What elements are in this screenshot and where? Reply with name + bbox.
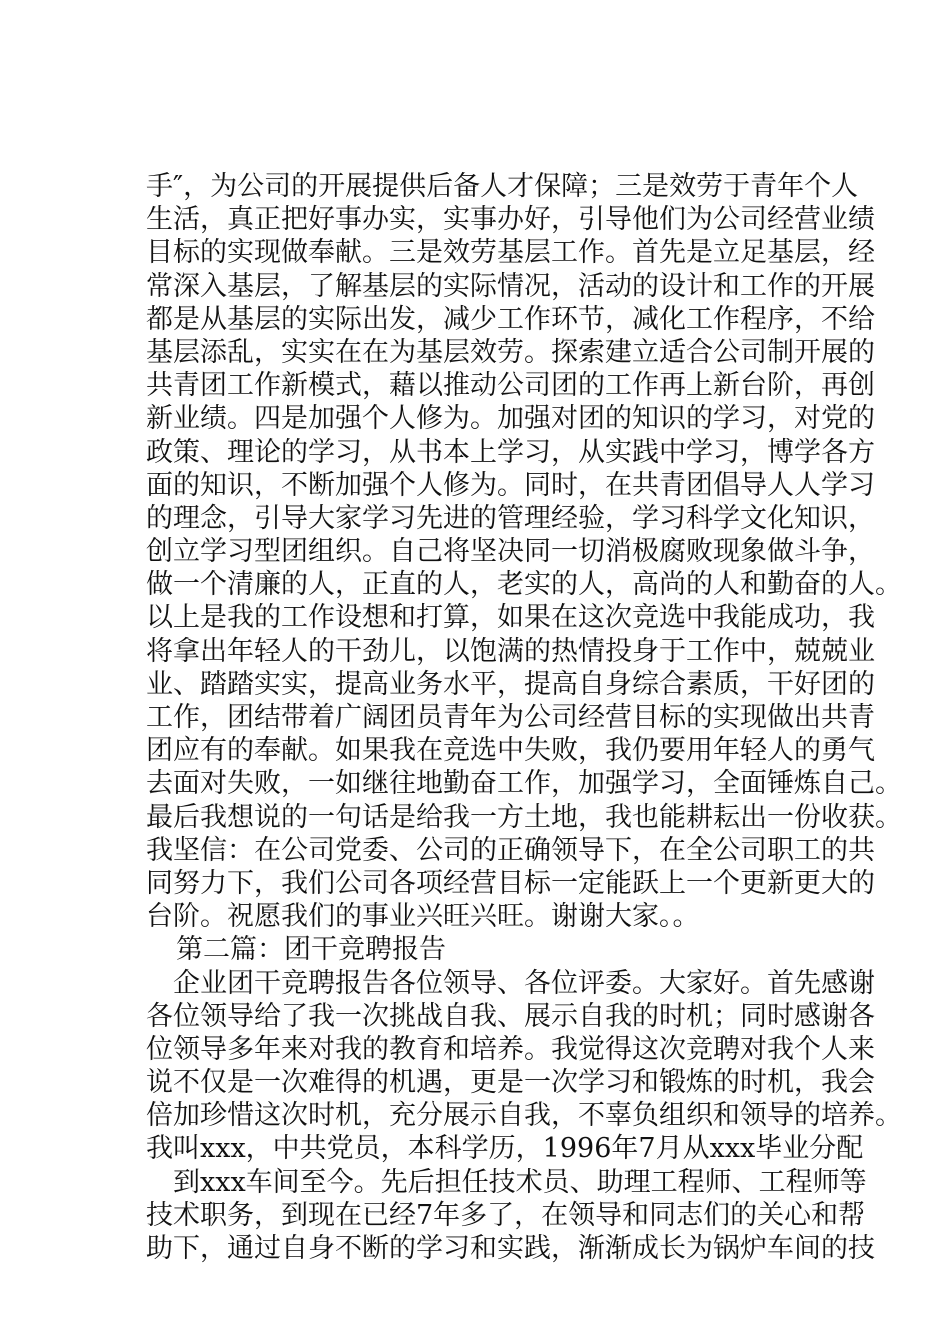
text-line: 技术职务，到现在已经7年多了，在领导和同志们的关心和帮 bbox=[146, 1199, 866, 1231]
text-line: 到xxx车间至今。先后担任技术员、助理工程师、工程师等 bbox=[173, 1166, 867, 1198]
text-line: 手″，为公司的开展提供后备人才保障；三是效劳于青年个人 bbox=[146, 171, 859, 202]
text-line: 目标的实现做奉献。三是效劳基层工作。首先是立足基层，经 bbox=[146, 237, 875, 269]
text-line: 我叫xxx，中共党员，本科学历，1996年7月从xxx毕业分配 bbox=[146, 1133, 864, 1165]
text-line: 共青团工作新模式，藉以推动公司团的工作再上新台阶，再创 bbox=[146, 370, 875, 402]
text-line: 最后我想说的一句话是给我一方土地，我也能耕耘出一份收获。 bbox=[146, 801, 902, 833]
text-line: 位领导多年来对我的教育和培养。我觉得这次竞聘对我个人来 bbox=[146, 1033, 875, 1065]
text-line: 以上是我的工作设想和打算，如果在这次竞选中我能成功，我 bbox=[146, 602, 875, 634]
text-line: 工作，团结带着广阔团员青年为公司经营目标的实现做出共青 bbox=[146, 702, 875, 733]
text-line: 做一个清廉的人，正直的人，老实的人，高尚的人和勤奋的人。 bbox=[146, 569, 902, 601]
text-line: 各位领导给了我一次挑战自我、展示自我的时机；同时感谢各 bbox=[146, 1000, 875, 1032]
text-line: 面的知识，不断加强个人修为。同时，在共青团倡导人人学习 bbox=[146, 469, 875, 501]
text-line: 常深入基层，了解基层的实际情况，活动的设计和工作的开展 bbox=[146, 270, 875, 302]
document-body bbox=[146, 170, 902, 1265]
text-line: 台阶。祝愿我们的事业兴旺兴旺。谢谢大家。。 bbox=[146, 901, 700, 933]
text-line: 去面对失败，一如继往地勤奋工作，加强学习，全面锤炼自己。 bbox=[146, 768, 902, 800]
text-line: 基层添乱，实实在在为基层效劳。探索建立适合公司制开展的 bbox=[146, 336, 875, 368]
text-line: 企业团干竞聘报告各位领导、各位评委。大家好。首先感谢 bbox=[173, 967, 875, 999]
text-line: 团应有的奉献。如果我在竞选中失败，我仍要用年轻人的勇气 bbox=[146, 735, 875, 767]
text-line: 说不仅是一次难得的机遇，更是一次学习和锻炼的时机，我会 bbox=[146, 1067, 875, 1099]
text-line: 生活，真正把好事办实，实事办好，引导他们为公司经营业绩 bbox=[146, 204, 875, 236]
text-line: 助下，通过自身不断的学习和实践，渐渐成长为锅炉车间的技 bbox=[146, 1233, 875, 1264]
text-line: 将拿出年轻人的干劲儿，以饱满的热情投身于工作中，兢兢业 bbox=[146, 635, 875, 667]
text-line: 政策、理论的学习，从书本上学习，从实践中学习，博学各方 bbox=[146, 436, 875, 468]
text-line: 都是从基层的实际出发，减少工作环节，减化工作程序，不给 bbox=[146, 303, 875, 335]
text-line: 新业绩。四是加强个人修为。加强对团的知识的学习，对党的 bbox=[146, 403, 875, 435]
text-line: 创立学习型团组织。自己将坚决同一切消极腐败现象做斗争， bbox=[146, 536, 875, 568]
text-line: 业、踏踏实实，提高业务水平，提高自身综合素质，干好团的 bbox=[146, 668, 875, 700]
section-heading: 第二篇：团干竞聘报告 bbox=[176, 934, 446, 966]
text-line: 的理念，引导大家学习先进的管理经验，学习科学文化知识， bbox=[146, 502, 875, 534]
text-line: 我坚信：在公司党委、公司的正确领导下，在全公司职工的共 bbox=[146, 834, 875, 866]
text-line: 同努力下，我们公司各项经营目标一定能跃上一个更新更大的 bbox=[146, 867, 875, 899]
text-line: 倍加珍惜这次时机，充分展示自我，不辜负组织和领导的培养。 bbox=[146, 1100, 902, 1132]
